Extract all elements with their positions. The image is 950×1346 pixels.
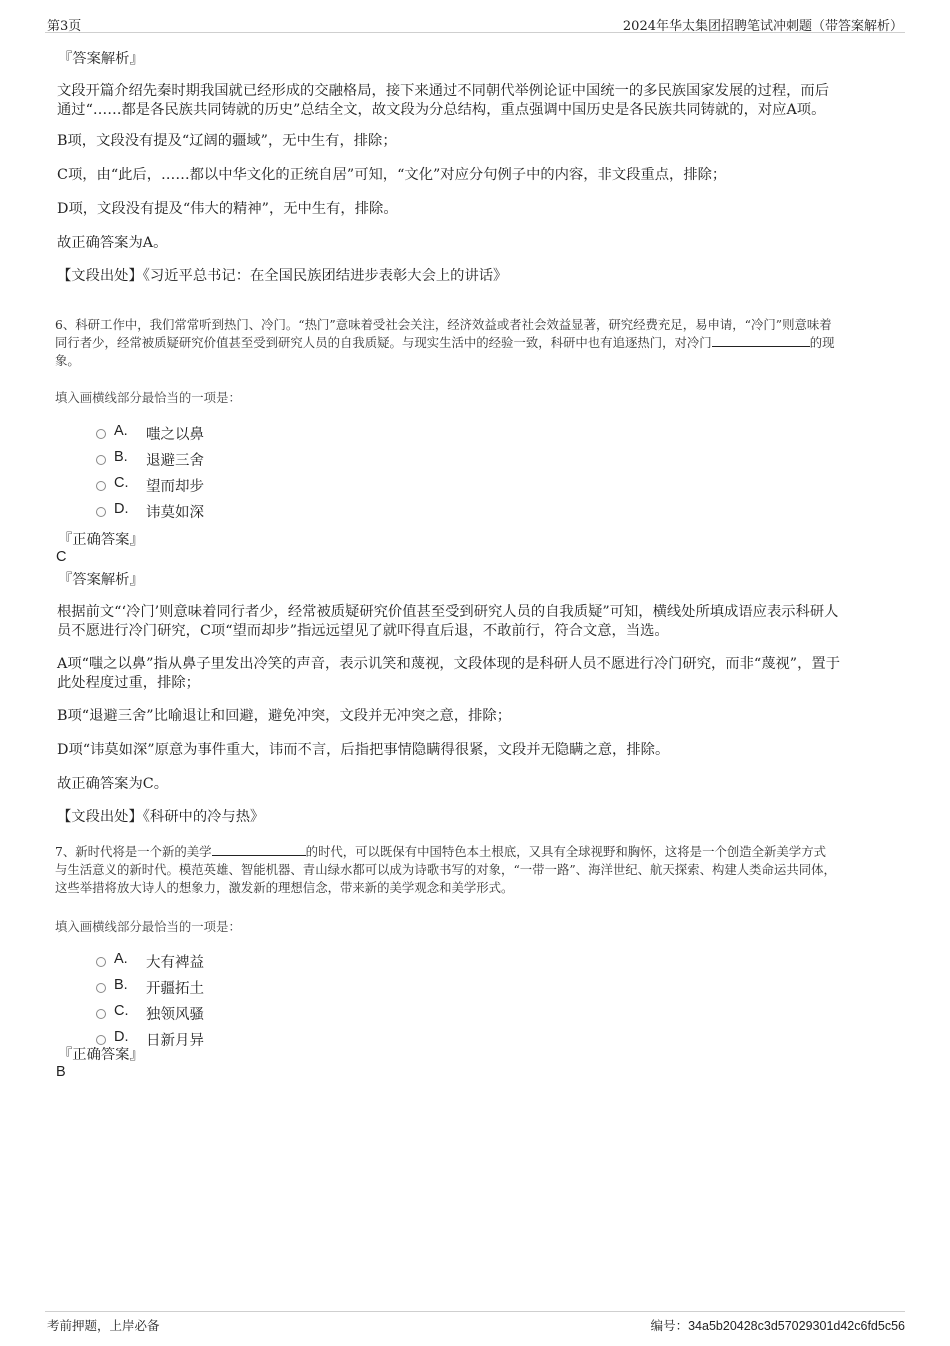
document-title: 2024年华太集团招聘笔试冲刺题（带答案解析） bbox=[622, 19, 903, 34]
q6-line1: 6、科研工作中，我们常常听到热门、冷门。“热门”意味着受社会关注，经济效益或者社会效益显著，研究经费充足，易申请，“冷门”则意味着 bbox=[55, 317, 832, 332]
document-code-label: 编号： bbox=[650, 1318, 689, 1333]
footer-slogan: 考前押题，上岸必备 bbox=[47, 1318, 160, 1333]
q7-line3: 这些举措将放大诗人的想象力，激发新的理想信念，带来新的美学观念和美学形式。 bbox=[55, 880, 514, 895]
q5-analysis-p1-line2: 通过“……都是各民族共同铸就的历史”总结全文，故文段为分总结构，重点强调中国历史是各民族共同铸就的，对应A项。 bbox=[57, 102, 826, 118]
q7-blank bbox=[212, 843, 306, 856]
radio-icon[interactable] bbox=[96, 455, 106, 465]
q7-question bbox=[55, 843, 890, 897]
q7-answer: B bbox=[56, 1064, 66, 1080]
q6-blank bbox=[712, 334, 810, 347]
q6-prompt: 填入画横线部分最恰当的一项是： bbox=[55, 390, 241, 405]
q6-analysis-p2-line2: 此处程度过重，排除； bbox=[57, 675, 200, 691]
q6-analysis-p3: B项“退避三舍”比喻退让和回避，避免冲突，文段并无冲突之意，排除； bbox=[57, 708, 512, 724]
q6-analysis-p2 bbox=[57, 655, 887, 693]
q6-analysis-p1-line1: 根据前文“‘冷门’则意味着同行者少，经常被质疑研究价值甚至受到研究人员的自我质疑”可知，横线处所填成语应表示科研人 bbox=[57, 604, 839, 620]
q5-analysis-p3: C项，由“此后，……都以中华文化的正统自居”可知，“文化”对应分句例子中的内容，非文段重点，排除； bbox=[57, 167, 727, 183]
q6-analysis-p2-line1: A项“嗤之以鼻”指从鼻子里发出冷笑的声音，表示讥笑和蔑视，文段体现的是科研人员不愿进行冷门研究，而非“蔑视”，置于 bbox=[57, 656, 840, 672]
q7-line2: 与生活意义的新时代。模范英雄、智能机器、青山绿水都可以成为诗歌书写的对象，“一带一路”、海洋世纪、航天探索、构建人类命运共同体， bbox=[55, 862, 836, 877]
radio-icon[interactable] bbox=[96, 1009, 106, 1019]
q5-analysis-p4: D项，文段没有提及“伟大的精神”，无中生有，排除。 bbox=[57, 201, 398, 217]
q6-line3: 象。 bbox=[55, 353, 80, 368]
q6-conclusion: 故正确答案为C。 bbox=[57, 776, 169, 792]
q6-analysis-p1-line2: 员不愿进行冷门研究，C项“望而却步”指远远望见了就吓得直后退，不敢前行，符合文意，当选。 bbox=[57, 623, 669, 639]
q5-analysis-p1 bbox=[57, 82, 887, 120]
q5-source: 【文段出处】《习近平总书记：在全国民族团结进步表彰大会上的讲话》 bbox=[57, 268, 508, 284]
q5-conclusion: 故正确答案为A。 bbox=[57, 235, 168, 251]
q6-analysis-p1 bbox=[57, 603, 887, 641]
q7-line1: 7、新时代将是一个新的美学 的时代，可以既保有中国特色本土根底，又具有全球视野和胸怀，这将是一个创造全新美学方式 bbox=[55, 844, 826, 859]
document-code-value: 34a5b20428c3d57029301d42c6fd5c56 bbox=[688, 1319, 905, 1333]
q7-answer-label: 『正确答案』 bbox=[58, 1047, 144, 1063]
q5-analysis-p2: B项，文段没有提及“辽阔的疆域”，无中生有，排除； bbox=[57, 133, 397, 149]
page-footer bbox=[45, 1311, 905, 1346]
q6-analysis-p4: D项“讳莫如深”原意为事件重大，讳而不言，后指把事情隐瞒得很紧，文段并无隐瞒之意，排除。 bbox=[57, 742, 670, 758]
q5-analysis-p1-line1: 文段开篇介绍先秦时期我国就已经形成的交融格局，接下来通过不同朝代举例论证中国统一的多民族国家发展的过程，而后 bbox=[57, 83, 830, 99]
q5-analysis-label: 『答案解析』 bbox=[58, 51, 144, 67]
q6-question bbox=[55, 316, 890, 370]
q6-answer-label: 『正确答案』 bbox=[58, 532, 144, 548]
radio-icon[interactable] bbox=[96, 957, 106, 967]
radio-icon[interactable] bbox=[96, 507, 106, 517]
radio-icon[interactable] bbox=[96, 481, 106, 491]
q6-source: 【文段出处】《科研中的冷与热》 bbox=[57, 809, 265, 825]
page-number: 第3页 bbox=[47, 19, 82, 34]
page-header bbox=[45, 0, 905, 33]
q7-prompt: 填入画横线部分最恰当的一项是： bbox=[55, 919, 241, 934]
radio-icon[interactable] bbox=[96, 429, 106, 439]
q6-analysis-label: 『答案解析』 bbox=[58, 572, 144, 588]
document-code bbox=[651, 1316, 905, 1334]
q6-line2: 同行者少，经常被质疑研究价值甚至受到研究人员的自我质疑。与现实生活中的经验一致，科研中也有追逐热门，对冷门 的现 bbox=[55, 335, 835, 350]
radio-icon[interactable] bbox=[96, 983, 106, 993]
q6-answer: C bbox=[56, 549, 67, 565]
